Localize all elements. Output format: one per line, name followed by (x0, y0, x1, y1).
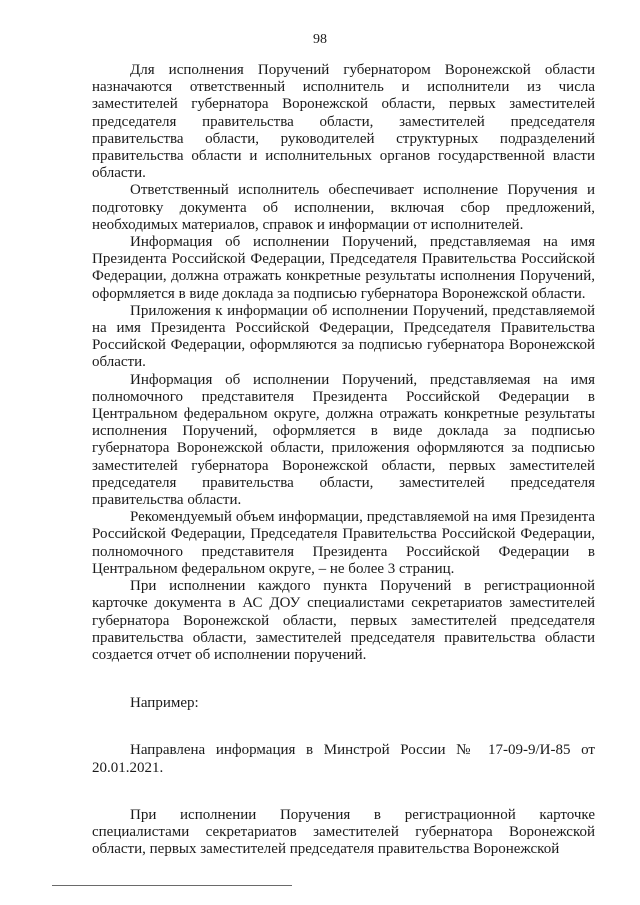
paragraph-president-appendix: Приложения к информации об исполнении Поручений, представляемой на имя Президента Российской Федерации, Председателя Правительства Российской Федерации, оформляются за подписью губернатора Воронежской области. (92, 302, 595, 371)
paragraph-final: При исполнении Поручения в регистрационной карточке специалистами секретариатов заместителей губернатора Воронежской области, первых заместителей председателя правительства Воронежской (92, 806, 595, 858)
example-text: Направлена информация в Минстрой России № 17-09-9/И-85 от 20.01.2021. (92, 742, 595, 776)
paragraph-executors: Для исполнения Поручений губернатором Воронежской области назначаются ответственный исполнитель и исполнители из числа заместителей губернатора Воронежской области, первых заместителей председателя правительства области, заместителей председателя правительства области, руководителей структурных подразделений правительства области и исполнительных органов государственной власти области. (92, 62, 595, 182)
paragraph-asdou-report: При исполнении каждого пункта Поручений в регистрационной карточке документа в АС ДОУ специалистами секретариатов заместителей губернатора Воронежской области, первых заместителей председателя правительства области, заместителей председателя правительства области создается отчет об исполнении поручений. (92, 578, 595, 663)
paragraph-responsible-executor: Ответственный исполнитель обеспечивает исполнение Поручения и подготовку документа об исполнении, включая сбор предложений, необходимых материалов, справок и информации от исполнителей. (92, 182, 595, 233)
paragraph-recommended-volume: Рекомендуемый объем информации, представляемой на имя Президента Российской Федерации, Председателя Правительства Российской Федерации, полномочного представителя Президента Российской Федерации в Центральном федеральном округе, – не более 3 страниц. (92, 509, 595, 577)
bottom-rule (52, 885, 292, 886)
example-label: Например: (130, 695, 199, 712)
page-number: 98 (313, 32, 327, 47)
paragraph-president-report: Информация об исполнении Поручений, представляемая на имя Президента Российской Федерации, Председателя Правительства Российской Федерации, должна отражать конкретные результаты исполнения Поручений, оформляется в виде доклада за подписью губернатора Воронежской области. (92, 234, 595, 302)
paragraph-envoy-report: Информация об исполнении Поручений, представляемая на имя полномочного представителя Президента Российской Федерации в Центральном федеральном округе, должна отражать конкретные результаты исполнения Поручений, оформляется в виде доклада за подписью губернатора Воронежской области, приложения оформляются за подписью заместителей губернатора Воронежской области, первых заместителей председателя правительства области, заместителей председателя правительства области. (92, 371, 595, 509)
document-body (92, 62, 595, 858)
